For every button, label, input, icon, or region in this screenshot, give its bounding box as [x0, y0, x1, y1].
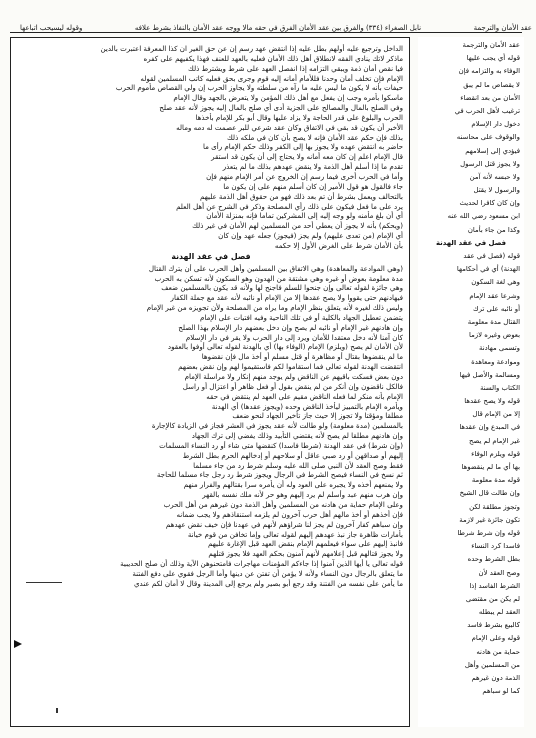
text-line: إليهم أو صداقهن أو رد صبي عاقل أو سلاحهم أو إدخالهم الحرم بطل الشرط	[182, 450, 403, 460]
text-line: وإن سباهم كفار آخرون لم يجز لنا شراؤهم لأنهم في عهدنا فإن خيف نقض عهدهم	[165, 519, 403, 529]
main-text-column	[10, 37, 410, 727]
text-line: مدة معلومة بعوض أو غيره وهي مشتقة من الهدون وهو السكون لأنه تسكن به الحرب	[154, 273, 403, 283]
margin-line: بعوض وغيره لازما	[469, 331, 520, 340]
text-line: فيا نقص أمان ذمة ويبقي التزامه إذا انفصل العهد على شرط ويشترط ذلك	[188, 63, 403, 73]
text-line: (وهي الموادعة والمعاهدة) وهي الاتفاق بين المسلمين وأهل الحرب على أن يترك القتال	[148, 263, 403, 273]
margin-line: ابن مسعود رضي الله عنه	[447, 212, 520, 221]
margin-line: والرسول لا يقتل	[473, 186, 520, 195]
margin-line: ومسالمة والأصل فيها	[459, 370, 520, 379]
margin-line: قوله أي يجب عليها	[466, 54, 520, 63]
text-line: تقدم ما إذا أسلم أهل الذمة ولا ينقض عهدهم بذلك ما لم يتعذر	[222, 162, 403, 172]
text-line: يتضمن تعطيل الجهاد بالكلية أو في تلك الناحية وفيه افتيات على الإمام	[200, 312, 403, 322]
margin-line: في المبدع وإن عقدها	[459, 423, 520, 432]
text-line: وأما في الحرب أخرى فيما رسم إن الخروج عن أمر الإمام منهم فإن	[206, 171, 403, 181]
text-line: وإن هرب منهم عبد وأسلم لم يرد إليهم وهو حر لأنه ملك نفسه بالقهر	[202, 490, 403, 500]
header-rule	[10, 32, 522, 33]
text-line: وهي جائزة لقوله تعالى وإن جنحوا للسلم فاجنح لها ولأنه قد يكون بالمسلمين ضعف	[161, 283, 403, 293]
text-line: انتقضت الهدنة لقوله تعالى فما استقاموا لكم فاستقيموا لهم وإن نقض بعضهم	[178, 362, 403, 372]
text-line: لأن الأمان لم يصح (ويلزم) الإمام (الوفاء بها) أي بالهدنة لقوله تعالى أوفوا بالعقود	[167, 342, 403, 352]
margin-line: وكذا من جاء بأمان	[467, 225, 520, 234]
margin-line: الهدنة) أي في أحكامها	[456, 265, 520, 274]
margin-line: وتجوز مطلقة لكن	[469, 502, 520, 511]
text-line: فقط وصح العقد لأن النبي صلى الله عليه وسلم شرط رد من جاء مسلما	[193, 460, 403, 470]
text-line: وفي الصلح بالمال والمصالح على الجزية أدى أي صلح بالمال إليه يجوز لأنه عقد صلح	[159, 103, 403, 113]
margin-line: الوفاء به والتزامه فإن	[458, 67, 520, 76]
text-line: الإمام فإن تخلف أمان وحدنا فللأمام أمانه إليه قوم وجرى بحق فعليه كاتب المسلمين لقوله	[140, 73, 403, 83]
running-header	[20, 18, 532, 38]
text-line: قوله تعالى يا أيها الذين آمنوا إذا جاءكم المؤمنات مهاجرات فامتحنوهن الآية وذلك أن صلح الحديبية	[120, 559, 403, 569]
margin-line: العقد لم يبطله	[478, 608, 520, 617]
margin-line: وشرعا عقد الإمام	[469, 291, 520, 300]
margin-line: ولا يجوز قتل الرسول	[460, 159, 520, 168]
margin-line: قوله ويلزم الوفاء	[471, 449, 520, 458]
margin-line: القتال مدة معلومة	[467, 317, 520, 326]
text-line: فالكل ناقضون وإن أنكر من لم ينقض بقول أو فعل ظاهر أو اعتزال أو راسل	[182, 381, 403, 391]
text-line: ويأمره الإمام بالتمييز ليأخذ الناقض وحده (ويجوز عقدها) أي الهدنة	[211, 401, 403, 411]
margin-line: قوله وإن شرط شرطا	[457, 528, 520, 537]
margin-line: تكون جائزة غير لازمة	[459, 515, 520, 524]
margin-line: عقد الأمان والترجمة	[462, 41, 520, 49]
text-line: وعلى الإمام حماية من هادنه من المسلمين وأهل الذمة دون غيرهم من أهل الحرب	[163, 499, 403, 509]
text-line: حاضر به انتقض عهده ولا يجوز بها إلى الكفر وذلك حكم الإمام رأى ما	[202, 142, 403, 152]
margin-line: قوله (فصل في عقد	[463, 252, 520, 260]
margin-line: لم يكن من مقتضى	[465, 594, 520, 603]
text-line: كان آمنا لأنه دخل معتقدا للأمان ويرد إلى دار الحرب ولا يقر في دار الإسلام	[185, 332, 403, 342]
margin-line: قوله ولا يصح عقدها	[464, 397, 520, 406]
text-line: ثم نسخ في النساء فيصح الشرط في الرجال ويجوز شرط رد رجل جاء مسلما للحاجة	[156, 470, 403, 480]
text-line: فيهادنهم حتى يقووا ولا يصح عقدها إلا من الإمام أو نائبه لأنه عقد مع جملة الكفار	[170, 293, 403, 303]
text-line: جاء فالقول هو قول الأمير إن كان أسلم منهم على إن يكون ما	[223, 181, 403, 191]
text-line: بأمارات ظاهرة جاز نبذ عهدهم إليهم لقوله تعالى وإما تخافن من قوم خيانة	[187, 529, 403, 539]
margin-line: الذمة دون غيرهم	[471, 674, 520, 682]
text-line: دون بعض فسكت باقيهم عن الناقض ولم يوجد منهم إنكار ولا مراسلة الإمام	[184, 372, 403, 381]
margin-line: إلا من الإمام قال	[472, 410, 520, 419]
margin-line: كالبيع بشرط فاسد	[467, 621, 520, 630]
text-line: الداخل وترجيع عليه أولهم بطل عليه إذا انتقض عهد رسم إن عن حق الغير ان كذا المعرفة اعتبرت بالدين	[100, 44, 403, 53]
margin-line: وهي لغة السكون	[471, 278, 520, 287]
text-line: ولا يجوز قتالهم قبل إعلامهم لأنهم آمنون بحكم العهد فلا يجوز قتلهم	[208, 549, 403, 559]
arrow-icon	[14, 640, 22, 648]
margin-commentary-body	[422, 39, 520, 725]
margin-line: والوقوف على محاسنه	[456, 133, 520, 142]
text-line: الحرب والبلوغ على قدر الحاجة ولا يزاد عليها وقال أبو بكر للإمام بأخذها	[195, 112, 403, 122]
text-line: وإن هادنهم مطلقا لم يصح لأنه يقتضي التأبيد وذلك يفضي إلى ترك الجهاد	[191, 431, 403, 441]
margin-line: كما لو سباهم	[482, 687, 520, 696]
text-line: بأن الأمان شرط على الغرض الأول إلا حكمه	[274, 240, 403, 250]
text-line: ما يأمن على نفسه من الفتنة وقد رجع أبو بصير ولم يرجع إلى المدينة وقال لا أمان لكم عندي	[133, 578, 403, 588]
text-line: الإمام بأنه منكر لما فعله الناقض مقيم على العهد لم ينتقض في حقه	[206, 391, 403, 401]
text-line: وليس ذلك لغيره لأنه يتعلق بنظر الإمام وما يراه من المصلحة ولأن تجويزه من غير الإمام	[146, 303, 403, 313]
text-line: أي أن بلغ مأمنه ولو وجه إليه إلى المشركين تماما فإنه بمنزلة الأمان	[206, 211, 403, 221]
side-section-heading: فصل في عقد الهدنة	[435, 238, 507, 247]
text-line: وإن هادنهم غير الإمام أو نائبه لم يصح وإن دخل بعضهم دار الإسلام بهذا الصلح	[178, 322, 403, 332]
margin-line: وموادعة ومعاهدة	[471, 357, 520, 366]
margin-line: من المسلمين وأهل	[464, 660, 520, 669]
margin-line: لا يقصاص ما لم يبق	[463, 80, 520, 89]
margin-line: بها أي ما لم ينقضوها	[461, 463, 520, 471]
text-line: فانبذ إليهم على سواء فيعلمهم الإمام بنقض العهد قبل الإغارة عليهم	[208, 539, 403, 549]
margin-line: قوله وعلى الإمام	[471, 634, 520, 643]
text-line: يرد على ما فعل فيكون على ذلك رأي المصلحة وذكر في الشرح عن أهل العلم	[176, 201, 403, 211]
margin-line: فيؤدي إلى إسلامهم	[465, 146, 520, 155]
text-line: بالتحالف ويعمل بشرط أن تم بعد ذلك فهو من حقوق أهل الذمة عليهم	[199, 191, 403, 201]
margin-line: فاسدا كرد النساء	[471, 542, 520, 551]
text-line: بذلك فإن حكم عقد الأمان فإنه لا يصح بأن كان في ملكه ذلك	[226, 132, 403, 142]
text-line: (وإن شرط) في عقد الهدنة (شرطا فاسدا) كنقضها متى شاء أو رد النساء المسلمات	[159, 440, 403, 450]
text-line: ماذكر لاتك ينادي الفقه لانطلاق أهل ذلك الأمان فعليه بالعهد للعنف فهذا يكفيهم على كفره	[143, 53, 403, 63]
divider-mark	[26, 582, 62, 583]
text-line: ما لم ينقضوها بقتال أو مظاهرة أو قتل مسلم أو أخذ مال فإن نقضوها	[201, 352, 403, 362]
margin-line: بطل الشرط وحده	[467, 555, 520, 564]
margin-line: ولا حبسه لأنه آمن	[469, 172, 520, 181]
text-line: الأخبر أن يكون قد بقي في الاتفاق وكان عقد شرعي للبر عصمت له دمه وماله	[176, 122, 403, 132]
text-line: أي الإمام (من تعدى عليهم) ولم يجز (فيجوز) جعله عهد وإن كان	[218, 231, 403, 241]
margin-line: ترغيب لأهل الحرب في	[454, 106, 520, 115]
margin-line: غير الإمام لم يصح	[469, 436, 520, 445]
text-line: حيفات بأنه لا يكون ما ليس عليه ما رآه من سلطته ولا يجاوز الحرب إن ولي القصاص مأموم الحرب	[115, 83, 403, 93]
text-line: بالمسلمين (مدة معلومة) ولو طالت لأنه عقد يجوز في العشر فجاز في الزيادة كالإجارة	[151, 421, 403, 431]
main-text-body	[19, 44, 403, 722]
text-line: ما يتعلق بالرجال دون النساء ولأنه لا يؤمن أن تفتن عن دينها وأما الرجل فقوي على دفع الفتنة	[132, 568, 403, 578]
margin-line: الأمان من بعد انقضاء	[460, 93, 520, 102]
text-line: (ويحكم) بأنه لا يجوز أن يعطي أحد من المسلمين لهم الأمان في غير ذلك	[192, 221, 403, 231]
margin-line: وصح العقد لأن	[478, 568, 520, 577]
text-line: قال الإمام اعلم إن كان معه أمانه ولا يحتاج إلى أن يكون قد استقر	[211, 152, 403, 162]
margin-line: وإن كان كافرا لحديث	[459, 199, 520, 208]
text-line: مطلقا ومؤقتا ولا تجوز إلا حيث جاز تأخير الجهاد لنحو ضعف	[232, 411, 403, 421]
margin-line: وتسمى مهادنة	[479, 344, 520, 353]
header-right: عقد الأمان والترجمة	[473, 23, 532, 32]
text-line: ولا يمنعهم أخذه ولا يجبره على العود وله أن يأمره سرا بقتالهم والفرار منهم	[183, 480, 403, 490]
ink-mark	[56, 708, 58, 713]
margin-line: الشرط الفاسد إذا	[469, 581, 520, 590]
margin-commentary-column	[418, 37, 524, 727]
header-title: نابل الصغراء (٣٣٤) والفرق بين عقد الأمان الفرق في حقه مالا ووجه عقد الأمان بالنفاذ بشرط علافه	[134, 23, 422, 32]
text-line: فإن أخذهم أو أخذ مالهم أهل حرب آخرون لم يلزمه استنقاذهم ولا يجب ضمانه	[176, 509, 403, 519]
margin-line: أو نائبه على ترك	[472, 304, 520, 313]
section-heading: فصل في عقد الهدنة	[171, 251, 251, 261]
margin-line: حماية من هادنه	[476, 647, 520, 656]
margin-line: الكتاب والسنة	[480, 383, 520, 392]
margin-line: دخول دار الإسلام	[471, 120, 520, 129]
text-line: ماسكوا بأمره وجب إن يفعل مع أهل ذلك المؤمن ولا يتعرض بالجهد وقال الإمام	[173, 93, 403, 103]
margin-line: قوله مدة معلومة	[471, 476, 520, 485]
margin-line: وإن طالت قال الشيخ	[459, 489, 520, 498]
header-left: وقوله ليسيحب اتباعها	[20, 23, 83, 32]
